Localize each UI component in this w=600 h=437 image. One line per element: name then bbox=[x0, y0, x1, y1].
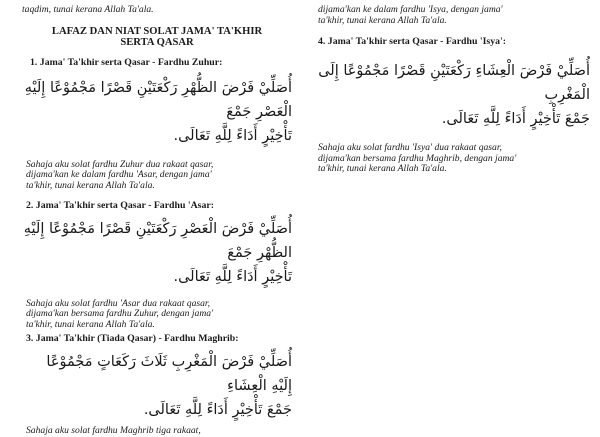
isya-subheading: 4. Jama' Ta'khir serta Qasar - Fardhu 'Isya': bbox=[318, 36, 506, 48]
zuhur-translation-line1: Sahaja aku solat fardhu Zuhur dua rakaat qasar, bbox=[26, 158, 214, 170]
intro-tail-text: taqdim, tunai kerana Allah Ta'ala. bbox=[22, 4, 154, 15]
asar-arabic-line1: أُصَلِّيْ فَرْضَ الْعَصْرِ رَكْعَتَيْنِ قَصْرًا مَجْمُوْعًا إِلَيْهِ الظُّهْرِ جَمْعَ bbox=[23, 220, 292, 261]
isya-translation-line3: ta'khir, tunai kerana Allah Ta'ala. bbox=[318, 163, 447, 175]
maghrib-arabic-text bbox=[22, 350, 292, 422]
asar-translation-line1: Sahaja aku solat fardhu 'Asar dua rakaat qasar, bbox=[26, 297, 210, 309]
zuhur-subheading: 1. Jama' Ta'khir serta Qasar - Fardhu Zuhur: bbox=[30, 56, 223, 68]
asar-translation bbox=[22, 299, 292, 331]
isya-intro-line1: dijama'kan ke dalam fardhu 'Isya, dengan jama' bbox=[318, 4, 503, 15]
isya-translation-line1: Sahaja aku solat fardhu 'Isya' dua rakaat qasar, bbox=[318, 142, 502, 154]
maghrib-subheading: 3. Jama' Ta'khir (Tiada Qasar) - Fardhu Maghrib: bbox=[26, 333, 239, 345]
isya-arabic-text bbox=[318, 59, 590, 131]
isya-translation bbox=[318, 143, 590, 175]
maghrib-translation bbox=[22, 426, 292, 437]
isya-translation-line2: dijama'kan bersama fardhu Maghrib, dengan jama' bbox=[318, 152, 517, 164]
asar-translation-line3: ta'khir, tunai kerana Allah Ta'ala. bbox=[26, 318, 155, 330]
left-column bbox=[22, 0, 292, 437]
zuhur-arabic-line2: تَأْخِيْرٍ أَدَاءً لِلَّهِ تَعَالَى. bbox=[173, 127, 292, 144]
asar-arabic-text bbox=[22, 217, 292, 289]
right-column bbox=[318, 0, 590, 175]
zuhur-translation-line2: dijama'kan ke dalam fardhu 'Asar, dengan jama' bbox=[26, 169, 212, 181]
isya-arabic-line1: أُصَلِّيْ فَرْضَ الْعِشَاءِ رَكْعَتَيْنِ قَصْرًا مَجْمُوْعًا إِلَى الْمَغْرِبِ bbox=[318, 63, 590, 104]
asar-translation-line2: dijama'kan bersama fardhu Zuhur, dengan jama' bbox=[26, 308, 214, 320]
zuhur-translation-line3: ta'khir, tunai kerana Allah Ta'ala. bbox=[26, 179, 155, 191]
maghrib-arabic-line2: جَمْعَ تَأْخِيْرٍ أَدَاءً لِلَّهِ تَعَالَى. bbox=[143, 402, 292, 419]
isya-intro-text bbox=[318, 5, 590, 26]
isya-intro-line2: ta'khir, tunai kerana Allah Ta'ala. bbox=[318, 14, 447, 26]
zuhur-translation bbox=[22, 160, 292, 192]
isya-arabic-line2: جَمْعَ تَأْخِيْرٍ أَدَاءً لِلَّهِ تَعَالَى. bbox=[441, 111, 590, 128]
asar-subheading: 2. Jama' Ta'khir serta Qasar - Fardhu 'Asar: bbox=[26, 199, 214, 211]
zuhur-arabic-text bbox=[22, 76, 292, 148]
maghrib-translation-line1: Sahaja aku solat fardhu Maghrib tiga rakaat, bbox=[26, 425, 201, 437]
asar-arabic-line2: تَأْخِيْرٍ أَدَاءً لِلَّهِ تَعَالَى. bbox=[173, 268, 292, 285]
maghrib-arabic-line1: أُصَلِّيْ فَرْضَ الْمَغْرِبِ ثَلَاثَ رَكَعَاتٍ مَجْمُوْعًا إِلَيْهِ الْعِشَاءِ bbox=[46, 354, 292, 395]
section-heading-line2: SERTA QASAR bbox=[120, 37, 194, 49]
zuhur-arabic-line1: أُصَلِّيْ فَرْضَ الظُّهْرِ رَكْعَتَيْنِ قَصْرًا مَجْمُوْعًا إِلَيْهِ الْعَصْرِ جَمْعَ bbox=[24, 79, 292, 120]
section-heading-line1: LAFAZ DAN NIAT SOLAT JAMA' TA'KHIR bbox=[51, 25, 263, 37]
